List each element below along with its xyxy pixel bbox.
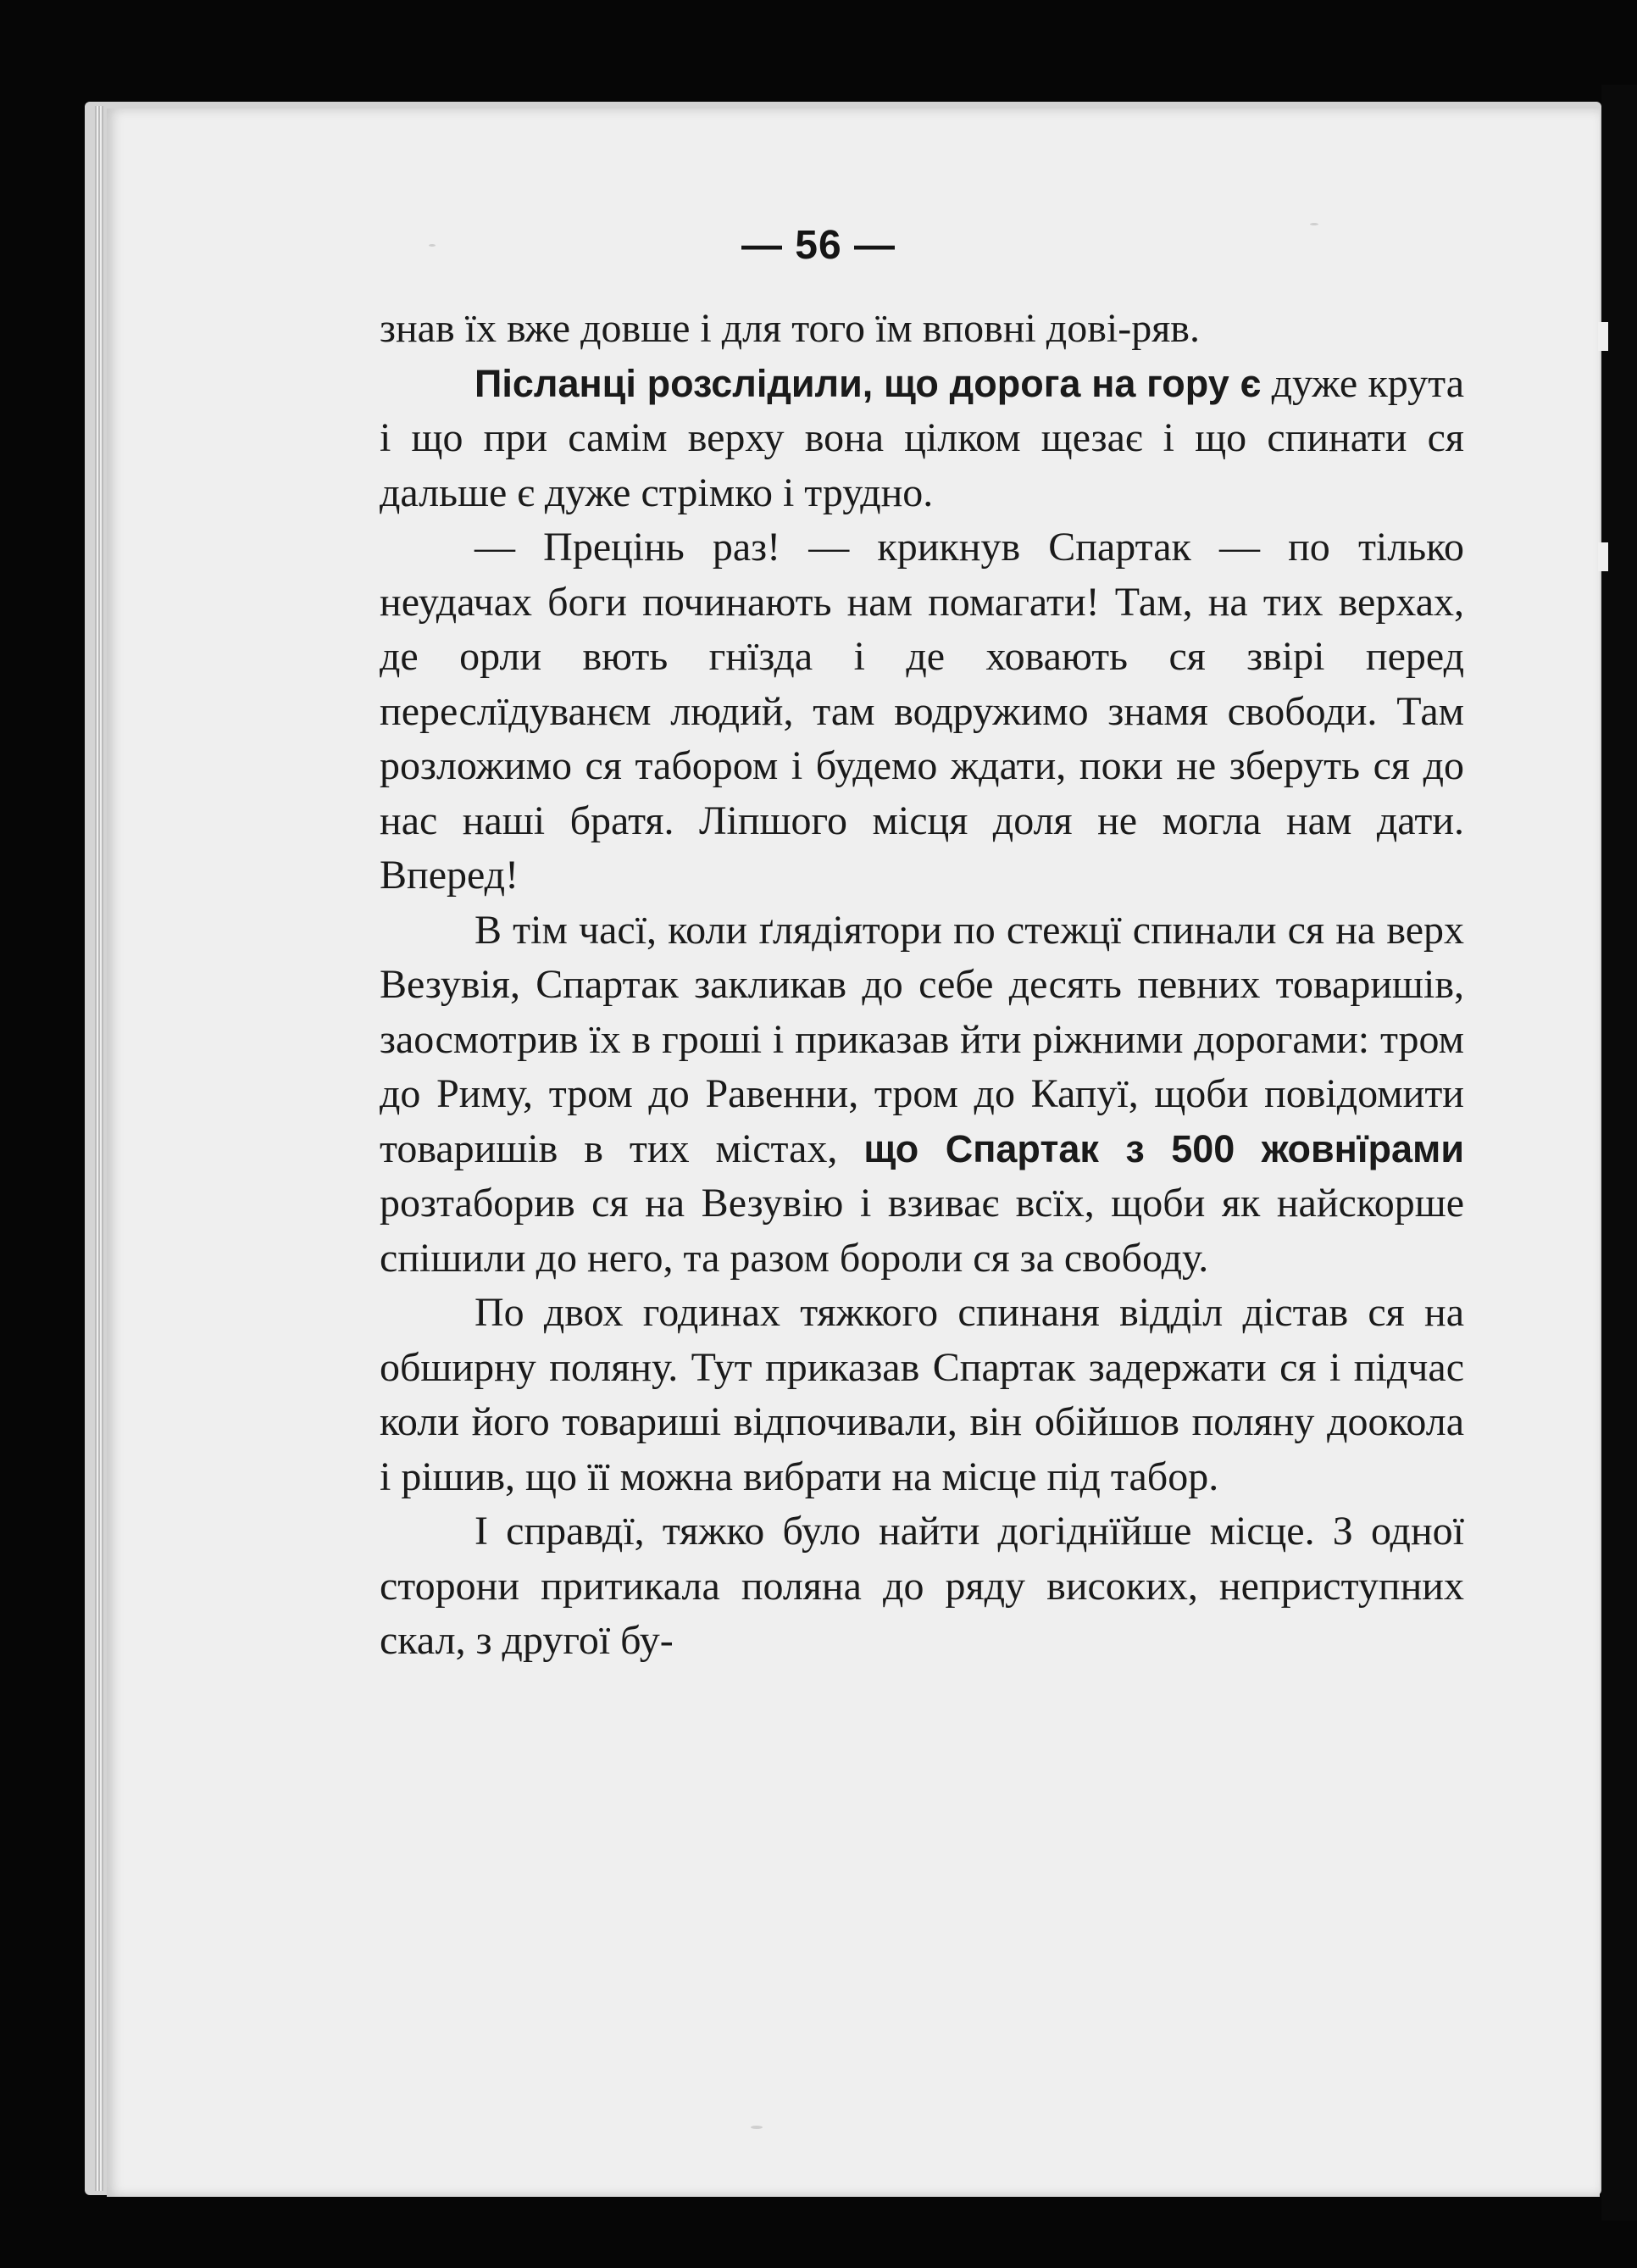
text-segment: По двох годинах тяжкого спинаня відділ дістав ся на обширну поляну. Тут приказав Спартак задержати ся і підчас коли його товариші відпочивали, він обійшов поляну доокола і рішив, що її можна вибрати на місце під табор. [380,1290,1464,1499]
bold-text-segment: що Спартак з 500 жовнїрами [863,1126,1464,1170]
bold-text-segment: Післанці розслідили, що дорога на гору є [474,361,1262,405]
text-segment: дуже крута і що при самім верху вона цілком щезає і що спинати ся дальше є дуже стрімко і трудно. [380,360,1464,515]
text-segment: розтаборив ся на Везувію і взиває всїх, щоби як найскорше спішили до него, та разом бороли ся за свободу. [380,1181,1464,1281]
paragraph [380,903,1464,1287]
paragraph [380,302,1464,357]
text-segment: — Прецінь раз! — крикнув Спартак — по тілько неудачах боги починають нам помагати! Там, на тих верхах, де орли вють гнїзда і де ховають ся звірі перед переслїдуванєм людий, там водружимо знамя свободи. Там розложимо ся табором і будемо ждати, поки не зберуть ся до нас наші братя. Ліпшого місця доля не могла нам дати. Вперед! [380,525,1464,898]
page-edges [95,106,103,2191]
paragraph [380,357,1464,521]
text-segment: В тім часї, коли ґлядіятори по стежцї спинали ся на верх Везувія, Спартак закликав до себе десять певних товаришів, заосмотрив їх в гроші і приказав йти ріжними дорогами: тром до Риму, тром до Равенни, тром до Капуї, щоби повідомити товаришів в тих містах, [380,907,1464,1171]
paragraph [380,1504,1464,1669]
binding-mark [1598,542,1608,571]
text-segment: знав їх вже довше і для того їм вповні дові-ряв. [380,306,1200,351]
page-number: — 56 — [741,223,896,268]
book-binding-right [1601,85,1637,2221]
binding-mark [1598,322,1608,351]
paragraph [380,520,1464,903]
body-text [380,302,1464,1669]
paragraph [380,1286,1464,1504]
text-segment: І справдї, тяжко було найти догіднїйше місце. З одної сторони притикала поляна до ряду високих, неприступних скал, з другої бу- [380,1509,1464,1663]
page-speck [751,2126,763,2129]
